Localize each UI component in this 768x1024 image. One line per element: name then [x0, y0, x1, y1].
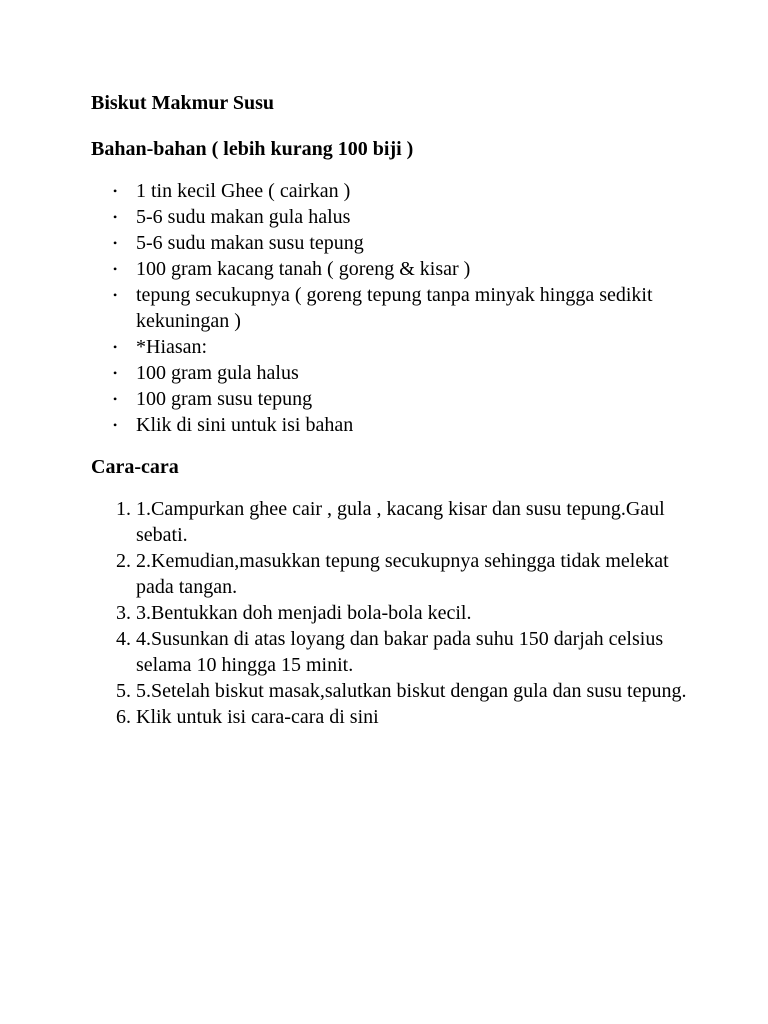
step-item	[91, 496, 696, 548]
ingredient-item	[91, 386, 691, 412]
step-number: 6.	[116, 706, 131, 728]
ingredient-text: tepung secukupnya ( goreng tepung tanpa minyak hingga sedikit kekuningan )	[136, 284, 653, 332]
ingredient-item	[91, 360, 691, 386]
step-text: 4.Susunkan di atas loyang dan bakar pada suhu 150 darjah celsius selama 10 hingga 15 minit.	[136, 628, 664, 676]
step-text: 3.Bentukkan doh menjadi bola-bola kecil.	[136, 602, 472, 624]
ingredient-text: *Hiasan:	[136, 336, 208, 358]
ingredient-item	[91, 204, 691, 230]
step-text: 2.Kemudian,masukkan tepung secukupnya sehingga tidak melekat pada tangan.	[136, 550, 669, 598]
steps-list	[91, 496, 711, 730]
step-text: Klik untuk isi cara-cara di sini	[136, 706, 379, 728]
step-number: 2.	[116, 550, 131, 572]
bullet-icon: •	[113, 418, 118, 432]
step-number: 1.	[116, 498, 131, 520]
step-item	[91, 704, 696, 730]
step-text: 5.Setelah biskut masak,salutkan biskut dengan gula dan susu tepung.	[136, 680, 687, 702]
bullet-icon: •	[113, 366, 118, 380]
document-body	[91, 88, 711, 730]
ingredient-text: 100 gram susu tepung	[136, 388, 313, 410]
bullet-icon: •	[113, 236, 118, 250]
ingredient-item	[91, 230, 691, 256]
ingredient-item	[91, 282, 691, 334]
step-number: 3.	[116, 602, 131, 624]
ingredients-heading: Bahan-bahan ( lebih kurang 100 biji )	[91, 138, 414, 160]
step-item	[91, 626, 696, 678]
step-text: 1.Campurkan ghee cair , gula , kacang kisar dan susu tepung.Gaul sebati.	[136, 498, 665, 546]
ingredient-text: 100 gram kacang tanah ( goreng & kisar )	[136, 258, 471, 280]
ingredients-list	[91, 178, 711, 438]
bullet-icon: •	[113, 392, 118, 406]
method-heading: Cara-cara	[91, 456, 179, 478]
ingredient-item	[91, 256, 691, 282]
step-item	[91, 600, 696, 626]
step-number: 5.	[116, 680, 131, 702]
bullet-icon: •	[113, 340, 118, 354]
step-item	[91, 548, 696, 600]
ingredient-text: 100 gram gula halus	[136, 362, 299, 384]
bullet-icon: •	[113, 288, 118, 302]
ingredient-item	[91, 412, 691, 438]
recipe-title: Biskut Makmur Susu	[91, 92, 275, 114]
ingredient-text: 5-6 sudu makan gula halus	[136, 206, 351, 228]
step-item	[91, 678, 696, 704]
ingredient-text: Klik di sini untuk isi bahan	[136, 414, 354, 436]
step-number: 4.	[116, 628, 131, 650]
ingredient-item	[91, 178, 691, 204]
bullet-icon: •	[113, 262, 118, 276]
ingredient-item	[91, 334, 691, 360]
bullet-icon: •	[113, 210, 118, 224]
ingredient-text: 5-6 sudu makan susu tepung	[136, 232, 364, 254]
bullet-icon: •	[113, 184, 118, 198]
ingredient-text: 1 tin kecil Ghee ( cairkan )	[136, 180, 351, 202]
